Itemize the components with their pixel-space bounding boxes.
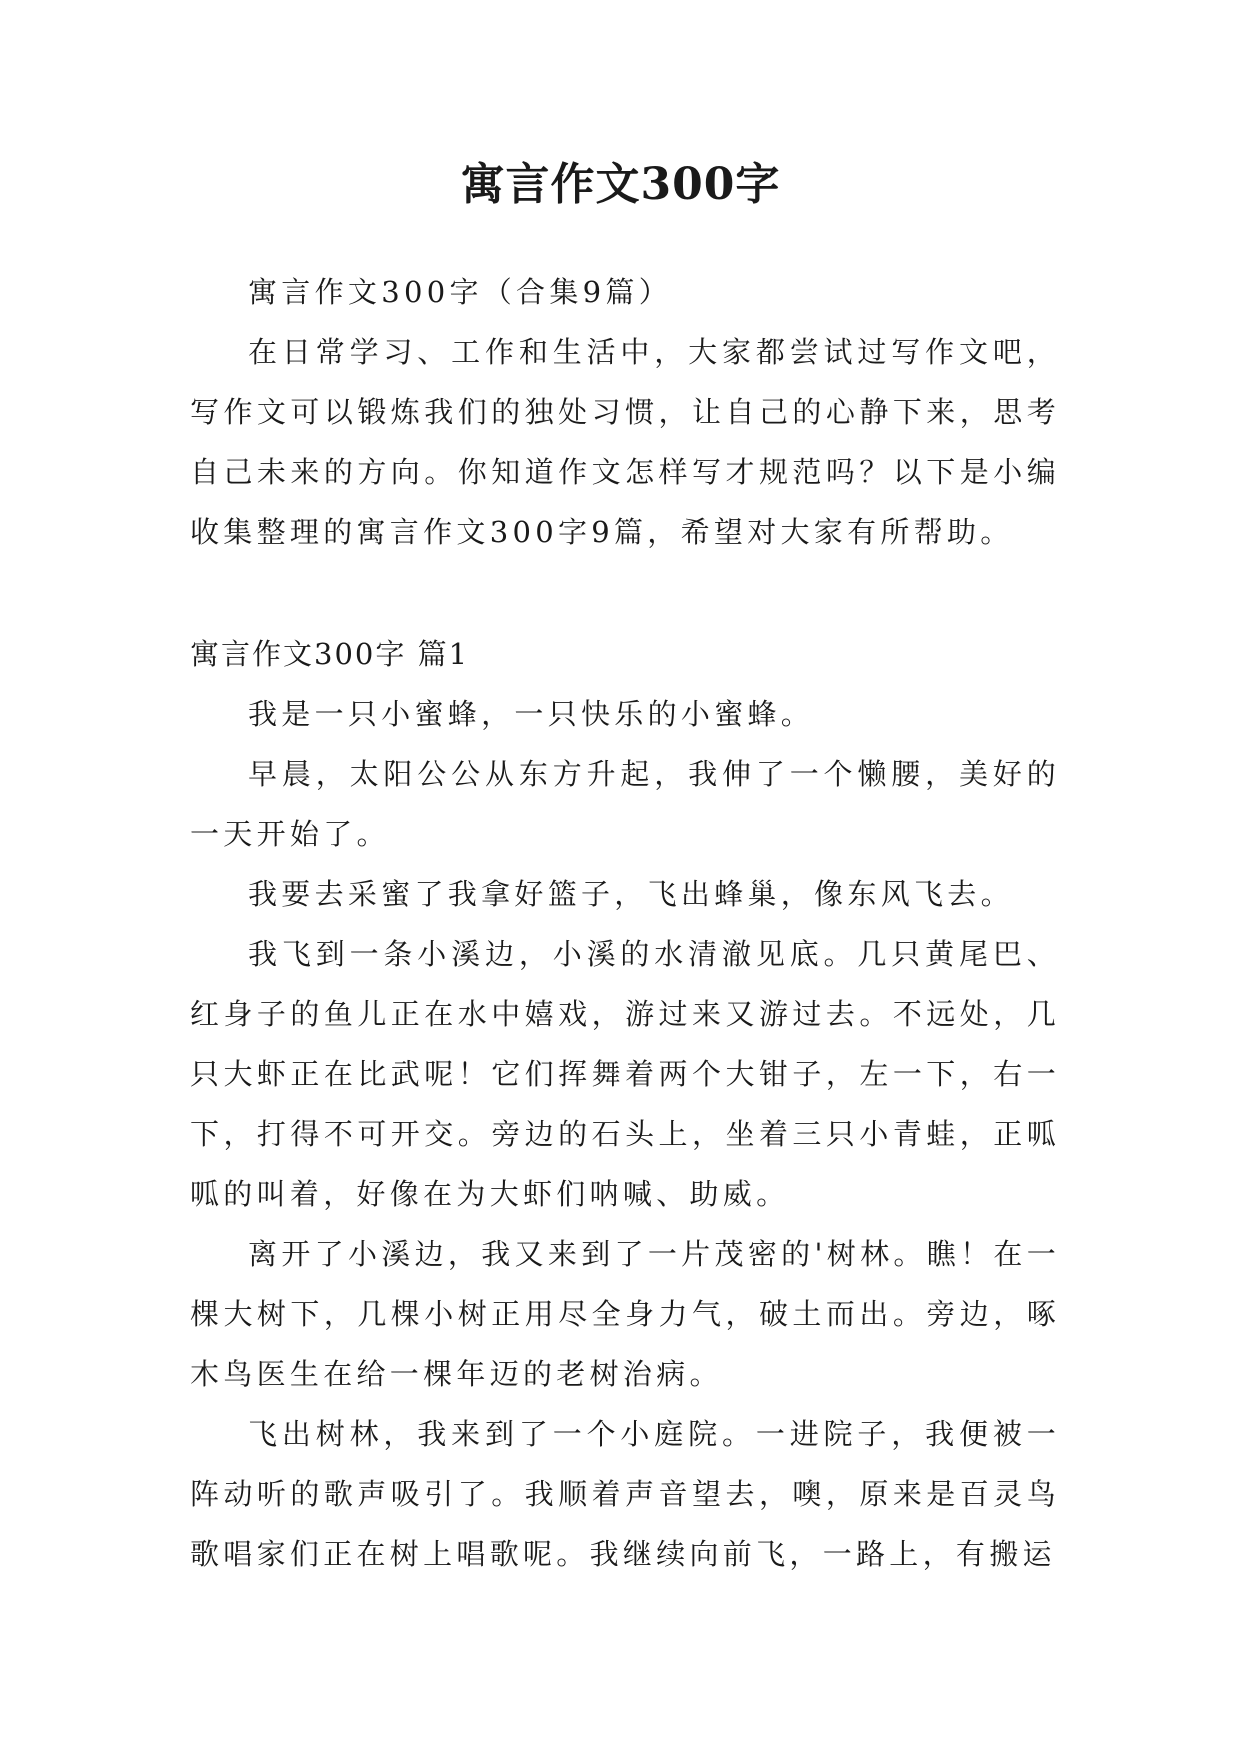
body-paragraph: 我要去采蜜了我拿好篮子，飞出蜂巢，像东风飞去。 [248, 877, 1014, 911]
body-paragraph: 我是一只小蜜蜂，一只快乐的小蜜蜂。 [248, 697, 815, 731]
page-title: 寓言作文300字 [460, 159, 781, 210]
section-spacer [190, 562, 1060, 624]
intro-paragraph: 在日常学习、工作和生活中，大家都尝试过写作文吧，写作文可以锻炼我们的独处习惯，让自己的心静下来，思考自己未来的方向。你知道作文怎样写才规范吗？以下是小编收集整理的寓言作文300字9篇，希望对大家有所帮助。 [190, 335, 1060, 549]
body-paragraph: 飞出树林，我来到了一个小庭院。一进院子，我便被一阵动听的歌声吸引了。我顺着声音望去，噢，原来是百灵鸟歌唱家们正在树上唱歌呢。我继续向前飞，一路上，有搬运 [190, 1417, 1060, 1571]
body-paragraph: 早晨，太阳公公从东方升起，我伸了一个懒腰，美好的一天开始了。 [190, 757, 1060, 851]
body-paragraph: 我飞到一条小溪边，小溪的水清澈见底。几只黄尾巴、红身子的鱼儿正在水中嬉戏，游过来又游过去。不远处，几只大虾正在比武呢！它们挥舞着两个大钳子，左一下，右一下，打得不可开交。旁边的石头上，坐着三只小青蛙，正呱呱的叫着，好像在为大虾们呐喊、助威。 [190, 937, 1060, 1211]
body-paragraph: 离开了小溪边，我又来到了一片茂密的'树林。瞧！在一棵大树下，几棵小树正用尽全身力气，破土而出。旁边，啄木鸟医生在给一棵年迈的老树治病。 [190, 1237, 1060, 1391]
document-body [190, 262, 1060, 1584]
intro-subtitle: 寓言作文300字（合集9篇） [248, 275, 673, 309]
section-heading: 寓言作文300字 篇1 [190, 637, 470, 671]
